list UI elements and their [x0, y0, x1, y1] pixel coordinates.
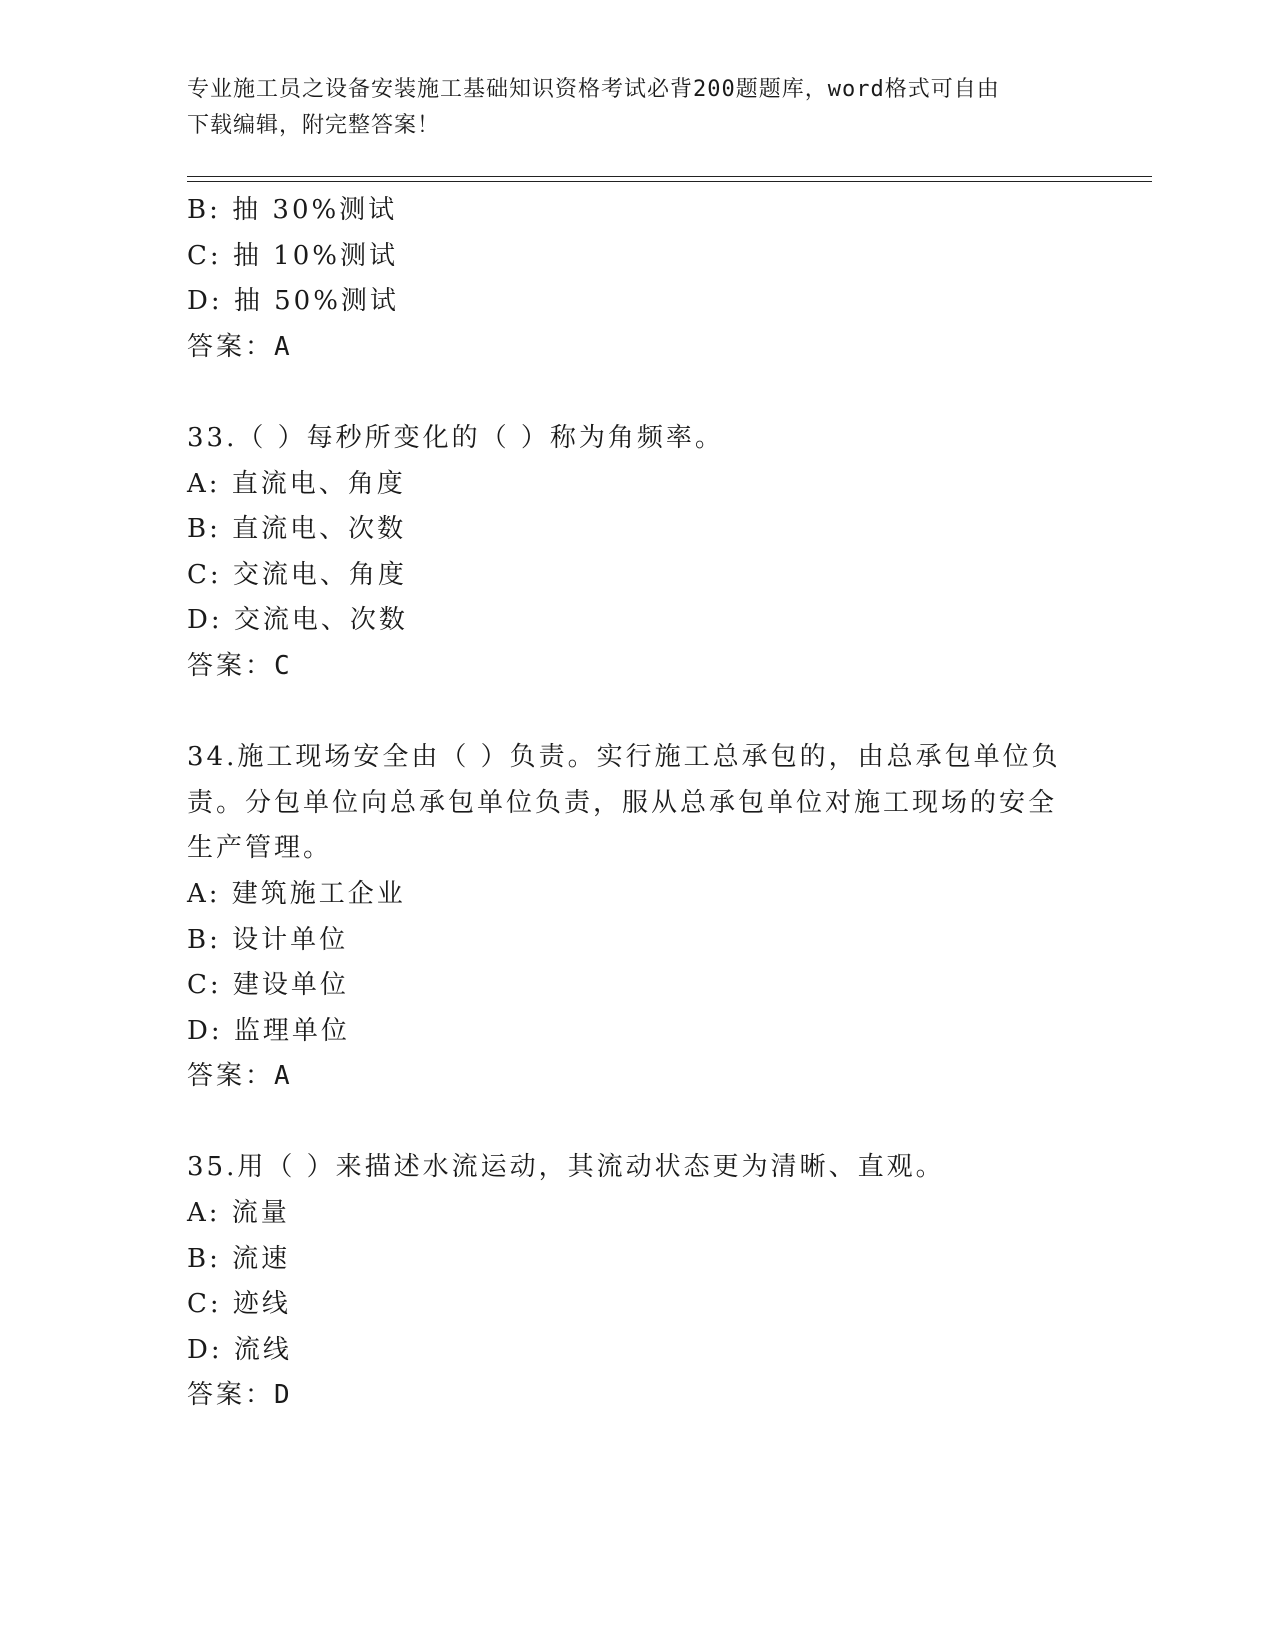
- question-stem-line-2: 责。分包单位向总承包单位负责，服从总承包单位对施工现场的安全: [187, 787, 1058, 818]
- option-d: D: 交流电、次数: [187, 605, 408, 636]
- answer-label: 答案：: [187, 1380, 275, 1411]
- option-c: C: 迹线: [187, 1289, 291, 1320]
- option-d: D: 流线: [187, 1334, 292, 1365]
- option-a: A: 建筑施工企业: [187, 878, 406, 909]
- header-divider-bottom: [187, 181, 1152, 182]
- answer-label: 答案：: [187, 331, 275, 362]
- header-divider-top: [187, 176, 1152, 177]
- answer-line: [187, 325, 1067, 371]
- option-a: A: 直流电、角度: [187, 468, 406, 499]
- option-b: B: 设计单位: [187, 924, 349, 955]
- document-header: [187, 72, 1067, 144]
- answer-value: A: [274, 331, 293, 362]
- answer-value: A: [274, 1061, 293, 1092]
- question-block-34: [187, 735, 1067, 1100]
- answer-line: [187, 1373, 1067, 1419]
- answer-value: D: [274, 1380, 293, 1411]
- header-title-line-1: 专业施工员之设备安装施工基础知识资格考试必背200题题库，word格式可自由: [187, 77, 1000, 102]
- option-b: B: 抽 30%测试: [187, 195, 398, 225]
- question-stem-line-3: 生产管理。: [187, 833, 333, 864]
- answer-label: 答案：: [187, 1061, 275, 1092]
- previous-question-block: [187, 188, 1067, 370]
- option-c: C: 交流电、角度: [187, 559, 407, 590]
- question-block-33: [187, 416, 1067, 690]
- answer-line: [187, 1054, 1067, 1100]
- option-b: B: 直流电、次数: [187, 514, 407, 545]
- option-d: D: 抽 50%测试: [187, 286, 399, 317]
- answer-line: [187, 644, 1067, 690]
- answer-value: C: [274, 650, 293, 681]
- option-a: A: 流量: [187, 1198, 290, 1229]
- option-d: D: 监理单位: [187, 1015, 350, 1046]
- option-b: B: 流速: [187, 1243, 291, 1274]
- question-stem: 35.用（ ）来描述水流运动，其流动状态更为清晰、直观。: [187, 1152, 945, 1183]
- question-list: [187, 188, 1067, 1419]
- header-title-line-2: 下载编辑，附完整答案！: [187, 113, 441, 138]
- answer-label: 答案：: [187, 650, 275, 681]
- question-stem-line-1: 34.施工现场安全由（ ）负责。实行施工总承包的，由总承包单位负: [187, 742, 1061, 773]
- question-block-35: [187, 1145, 1067, 1419]
- option-c: C: 抽 10%测试: [187, 240, 398, 271]
- option-c: C: 建设单位: [187, 970, 349, 1001]
- question-stem: 33.（ ）每秒所变化的（ ）称为角频率。: [187, 422, 724, 453]
